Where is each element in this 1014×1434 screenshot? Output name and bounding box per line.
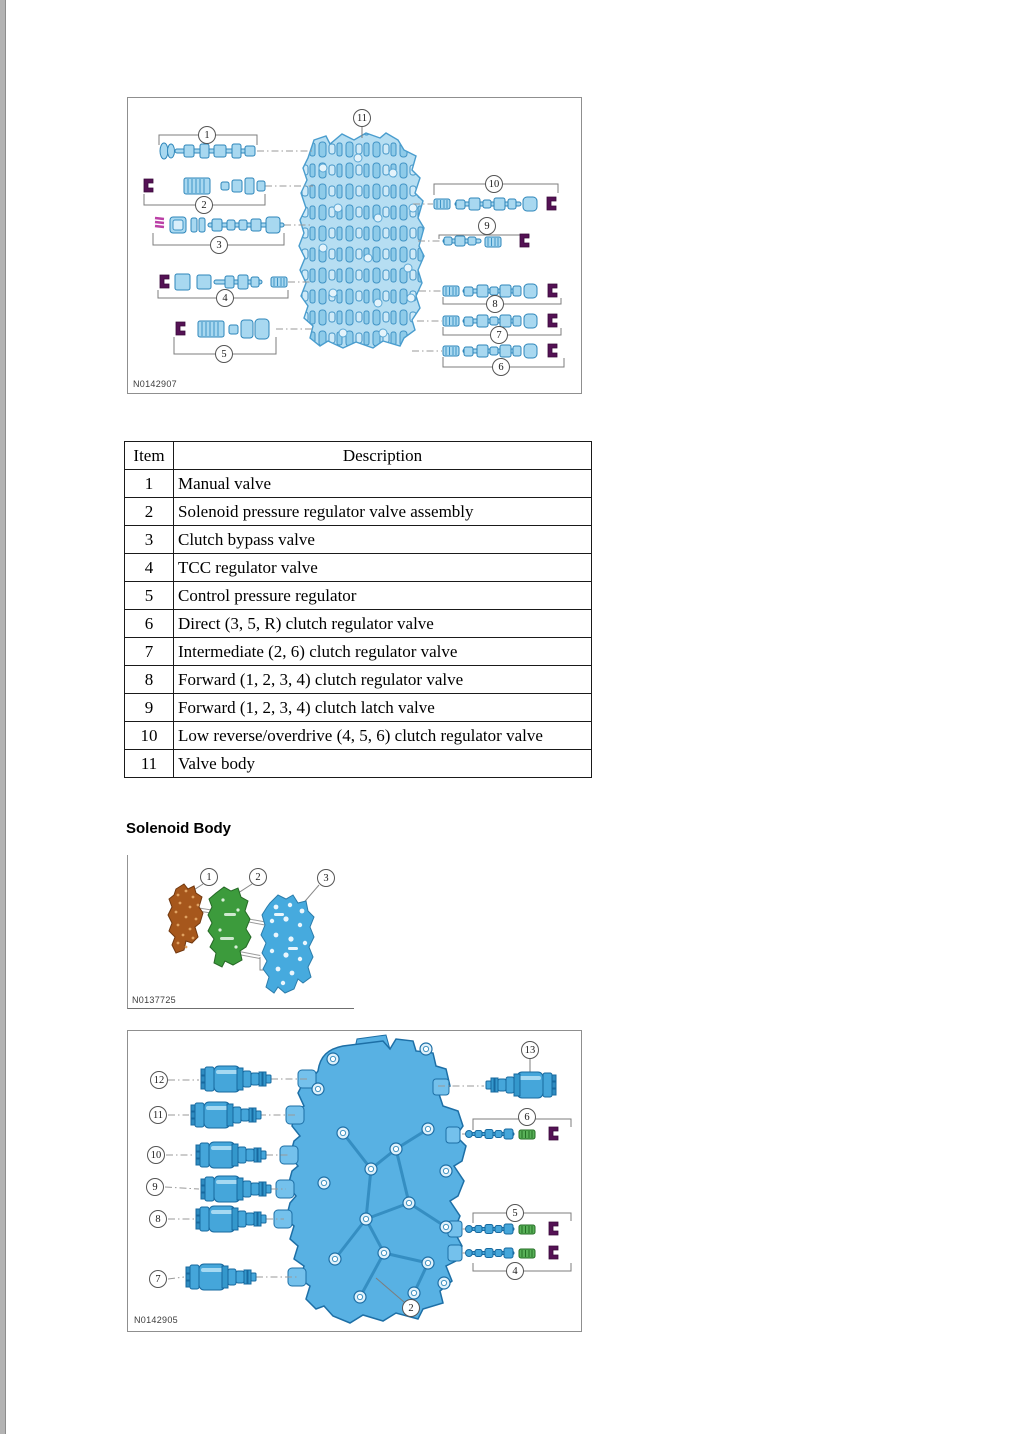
col-header-description: Description <box>174 442 592 470</box>
table-row <box>125 554 592 582</box>
callout-12: 12 <box>150 1071 168 1089</box>
tcc-regulator-valve-part <box>160 274 287 290</box>
callout-2: 2 <box>402 1299 420 1317</box>
table-row <box>125 582 592 610</box>
parts-table <box>124 441 592 778</box>
table-row <box>125 610 592 638</box>
solenoid-9 <box>201 1176 271 1202</box>
callout-13: 13 <box>521 1041 539 1059</box>
item-cell: 1 <box>125 470 174 498</box>
table-row <box>125 666 592 694</box>
callout-7: 7 <box>149 1270 167 1288</box>
clutch-bypass-valve-part <box>155 217 284 233</box>
solenoid-8 <box>196 1206 266 1232</box>
callout-4: 4 <box>506 1262 524 1280</box>
desc-cell: Low reverse/overdrive (4, 5, 6) clutch regulator valve <box>174 722 592 750</box>
forward-clutch-latch-valve-part <box>443 234 529 247</box>
callout-9: 9 <box>146 1178 164 1196</box>
item-cell: 5 <box>125 582 174 610</box>
callout-5: 5 <box>215 345 233 363</box>
valve-row-6 <box>466 1127 559 1140</box>
solenoid-13 <box>486 1072 556 1098</box>
callout-2: 2 <box>249 868 267 886</box>
item-cell: 2 <box>125 498 174 526</box>
desc-cell: TCC regulator valve <box>174 554 592 582</box>
table-row <box>125 498 592 526</box>
table-header-row <box>125 442 592 470</box>
callout-11: 11 <box>353 109 371 127</box>
callout-8: 8 <box>149 1210 167 1228</box>
direct-clutch-regulator-valve-part <box>443 344 557 358</box>
desc-cell: Clutch bypass valve <box>174 526 592 554</box>
gasket-blue <box>261 895 314 993</box>
table-row <box>125 694 592 722</box>
desc-cell: Solenoid pressure regulator valve assembly <box>174 498 592 526</box>
item-cell: 3 <box>125 526 174 554</box>
table-row <box>125 470 592 498</box>
item-cell: 6 <box>125 610 174 638</box>
solenoid-7 <box>186 1264 256 1290</box>
solenoid-10 <box>196 1142 266 1168</box>
table-row <box>125 722 592 750</box>
callout-6: 6 <box>492 358 510 376</box>
desc-cell: Manual valve <box>174 470 592 498</box>
callout-10: 10 <box>147 1146 165 1164</box>
control-pressure-regulator-part <box>176 319 269 339</box>
table-row <box>125 750 592 778</box>
callout-8: 8 <box>486 295 504 313</box>
callout-7: 7 <box>490 326 508 344</box>
item-cell: 10 <box>125 722 174 750</box>
solenoid-body-casting <box>274 1035 466 1323</box>
solenoid-body-diagram <box>128 1031 581 1331</box>
callout-11: 11 <box>149 1106 167 1124</box>
desc-cell: Forward (1, 2, 3, 4) clutch regulator valve <box>174 666 592 694</box>
callout-6: 6 <box>518 1108 536 1126</box>
callout-2: 2 <box>195 196 213 214</box>
item-cell: 4 <box>125 554 174 582</box>
desc-cell: Control pressure regulator <box>174 582 592 610</box>
low-reverse-overdrive-valve-part <box>434 197 556 211</box>
valve-row-4 <box>466 1246 559 1259</box>
item-cell: 8 <box>125 666 174 694</box>
item-cell: 11 <box>125 750 174 778</box>
callout-4: 4 <box>216 289 234 307</box>
figure-valve-body <box>127 97 582 394</box>
callout-5: 5 <box>506 1204 524 1222</box>
figure-id-label: N0142907 <box>133 379 177 389</box>
manual-valve-part <box>160 143 255 159</box>
callout-3: 3 <box>317 869 335 887</box>
desc-cell: Intermediate (2, 6) clutch regulator valve <box>174 638 592 666</box>
item-cell: 7 <box>125 638 174 666</box>
figure-id-label: N0137725 <box>132 995 176 1005</box>
solenoid-11 <box>191 1102 261 1128</box>
callout-10: 10 <box>485 175 503 193</box>
desc-cell: Forward (1, 2, 3, 4) clutch latch valve <box>174 694 592 722</box>
figure-solenoid-body <box>127 1030 582 1332</box>
callout-3: 3 <box>210 236 228 254</box>
col-header-item: Item <box>125 442 174 470</box>
solenoid-12 <box>201 1066 271 1092</box>
section-heading-solenoid-body: Solenoid Body <box>126 820 231 837</box>
valve-row-5 <box>466 1222 559 1235</box>
table-row <box>125 638 592 666</box>
viewer-left-edge <box>0 0 6 1434</box>
gasket-brown <box>168 884 203 953</box>
desc-cell: Valve body <box>174 750 592 778</box>
valve-body-diagram <box>128 98 581 393</box>
figure-id-label: N0142905 <box>134 1315 178 1325</box>
desc-cell: Direct (3, 5, R) clutch regulator valve <box>174 610 592 638</box>
callout-9: 9 <box>478 217 496 235</box>
solenoid-pressure-regulator-part <box>144 178 265 194</box>
callout-1: 1 <box>200 868 218 886</box>
figure-gaskets <box>127 855 354 1009</box>
valve-body-casting <box>299 133 424 348</box>
callout-1: 1 <box>198 126 216 144</box>
item-cell: 9 <box>125 694 174 722</box>
table-row <box>125 526 592 554</box>
